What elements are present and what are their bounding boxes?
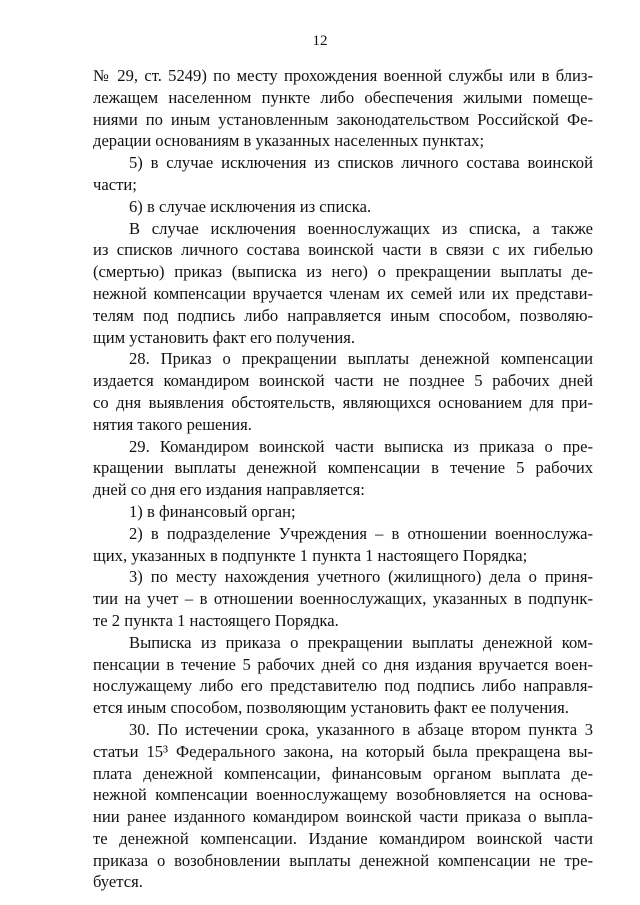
text-line: те 2 пункта 1 настоящего Порядка.: [93, 610, 339, 630]
text-line: издается командиром воинской части не позднее 5 рабочих дней: [93, 371, 593, 391]
text-line: В случае исключения военнослужащих из списка, а также: [129, 218, 593, 238]
text-line: 2) в подразделение Учреждения – в отношении военнослужа-: [129, 523, 593, 543]
text-line: тии на учет – в отношении военнослужащих, указанных в подпунк-: [93, 589, 593, 609]
text-line: щим установить факт его получения.: [93, 327, 355, 347]
text-line: дерации основаниям в указанных населенных пунктах;: [93, 131, 485, 151]
text-line: 1) в финансовый орган;: [129, 501, 296, 521]
text-line: из списков личного состава воинской части в связи с их гибелью: [93, 240, 593, 260]
text-line: щих, указанных в подпункте 1 пункта 1 настоящего Порядка;: [93, 545, 528, 565]
text-line: № 29, ст. 5249) по месту прохождения военной службы или в близ-: [93, 66, 593, 85]
text-line: телям под подпись либо направляется иным способом, позволяю-: [93, 305, 593, 325]
text-line: нослужащему либо его представителю под подпись либо направля-: [93, 676, 593, 696]
page-number: 12: [312, 33, 328, 49]
text-line: приказа о возобновлении выплаты денежной компенсации не тре-: [93, 850, 593, 870]
text-line: со дня выявления обстоятельств, являющихся основанием для при-: [93, 392, 593, 412]
text-line: 29. Командиром воинской части выписка из приказа о пре-: [129, 436, 593, 456]
text-line: 30. По истечении срока, указанного в абзаце втором пункта 3: [129, 719, 593, 739]
text-line: пенсации в течение 5 рабочих дней со дня издания вручается воен-: [93, 654, 593, 674]
text-line: буется.: [93, 872, 143, 892]
text-line: ется иным способом, позволяющим установить факт ее получения.: [93, 698, 569, 718]
text-line: лежащем населенном пункте либо обеспечения жилыми помеще-: [93, 87, 593, 107]
text-line: 3) по месту нахождения учетного (жилищного) дела о приня-: [129, 567, 593, 587]
text-line: части;: [93, 174, 137, 194]
text-line: нежной компенсации вручается членам их семей или их представи-: [93, 283, 593, 303]
text-line: 28. Приказ о прекращении выплаты денежной компенсации: [129, 349, 593, 369]
text-line: кращении выплаты денежной компенсации в течение 5 рабочих: [93, 458, 593, 478]
text-line: плата денежной компенсации, финансовым органом выплата де-: [93, 763, 593, 783]
text-line: Выписка из приказа о прекращении выплаты денежной ком-: [129, 632, 593, 652]
text-line: 5) в случае исключения из списков личного состава воинской: [129, 153, 593, 173]
text-line: нежной компенсации военнослужащему возобновляется на основа-: [93, 785, 593, 805]
text-line: нятия такого решения.: [93, 414, 252, 434]
text-line: 6) в случае исключения из списка.: [129, 196, 372, 216]
text-line: нии ранее изданного командиром воинской части приказа о выпла-: [93, 807, 593, 827]
text-line: статьи 15³ Федерального закона, на который была прекращена вы-: [93, 741, 593, 761]
text-line: те денежной компенсации. Издание командиром воинской части: [93, 828, 593, 848]
document-body: [93, 65, 593, 893]
text-line: ниями по иным установленным законодательством Российской Фе-: [93, 109, 593, 129]
text-line: дней со дня его издания направляется:: [93, 480, 365, 500]
text-line: (смертью) приказ (выписка из него) о прекращении выплаты де-: [93, 262, 593, 282]
